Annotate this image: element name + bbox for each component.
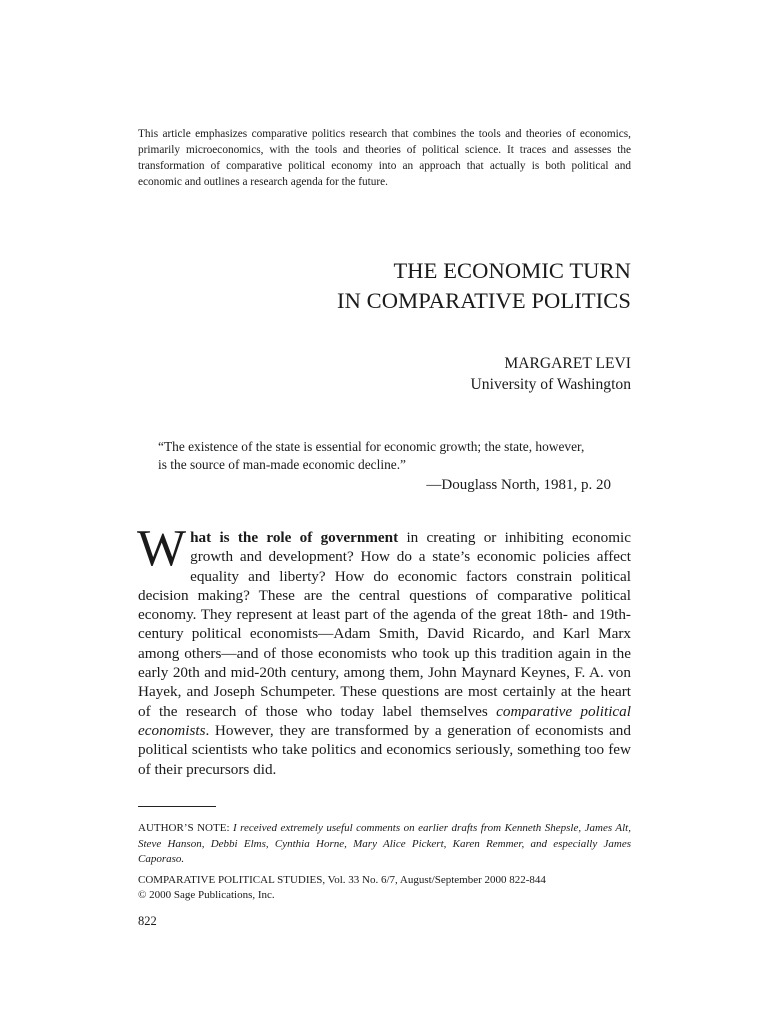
- author-affiliation: University of Washington: [470, 376, 631, 393]
- epigraph: [158, 438, 611, 496]
- title-line-2: IN COMPARATIVE POLITICS: [337, 288, 631, 313]
- page-number: 822: [138, 914, 157, 928]
- body-text-part-1: in creating or inhibiting economic growth and development? How do a state’s economic policies affect equality and liberty? How do economic factors constrain political decision making? These are the central questions of comparative political economy. They represent at least part of the agenda of the great 18th- and 19th-century political economists—Adam Smith, David Ricardo, and Karl Marx among others—and of those economists who took up this tradition again in the early 20th and mid-20th century, among them, John Maynard Keynes, F. A. von Hayek, and Joseph Schumpeter. These questions are most certainly at the heart of the research of those who today label themselves: [138, 529, 631, 720]
- journal-citation: [138, 873, 631, 903]
- epigraph-attribution: —Douglass North, 1981, p. 20: [426, 477, 611, 493]
- journal-info: COMPARATIVE POLITICAL STUDIES, Vol. 33 No. 6/7, August/September 2000 822-844: [138, 874, 546, 886]
- author-block: [138, 353, 631, 395]
- article-page: [138, 0, 631, 1024]
- body-text-part-2: . However, they are transformed by a generation of economists and political scientists who take politics and economics seriously, something too few of their precursors did.: [138, 721, 631, 778]
- author-name: MARGARET LEVI: [504, 355, 631, 372]
- body-paragraph: [137, 520, 631, 779]
- epigraph-line-1: “The existence of the state is essential for economic growth; the state, however,: [158, 439, 585, 454]
- copyright-line: © 2000 Sage Publications, Inc.: [138, 889, 275, 901]
- author-note-label: AUTHOR’S NOTE:: [138, 822, 233, 834]
- drop-cap: W: [137, 520, 187, 577]
- footnote-rule: [138, 806, 216, 807]
- lead-in-bold: hat is the role of government: [190, 529, 399, 546]
- epigraph-line-2: is the source of man-made economic decline.”: [158, 457, 406, 472]
- author-note: [138, 821, 631, 868]
- article-title: [138, 256, 631, 316]
- abstract: This article emphasizes comparative politics research that combines the tools and theories of economics, primarily microeconomics, with the tools and theories of political science. It traces and assesses the transformation of comparative political economy into an approach that actually is both political and economic and outlines a research agenda for the future.: [138, 128, 631, 188]
- author-note-text: I received extremely useful comments on earlier drafts from Kenneth Shepsle, James Alt, Steve Hanson, Debbi Elms, Cynthia Horne, Mary Alice Pickert, Karen Remmer, and especially James Caporaso.: [138, 822, 631, 865]
- title-line-1: THE ECONOMIC TURN: [393, 258, 631, 283]
- body-italic-phrase: comparative political economists: [138, 702, 631, 739]
